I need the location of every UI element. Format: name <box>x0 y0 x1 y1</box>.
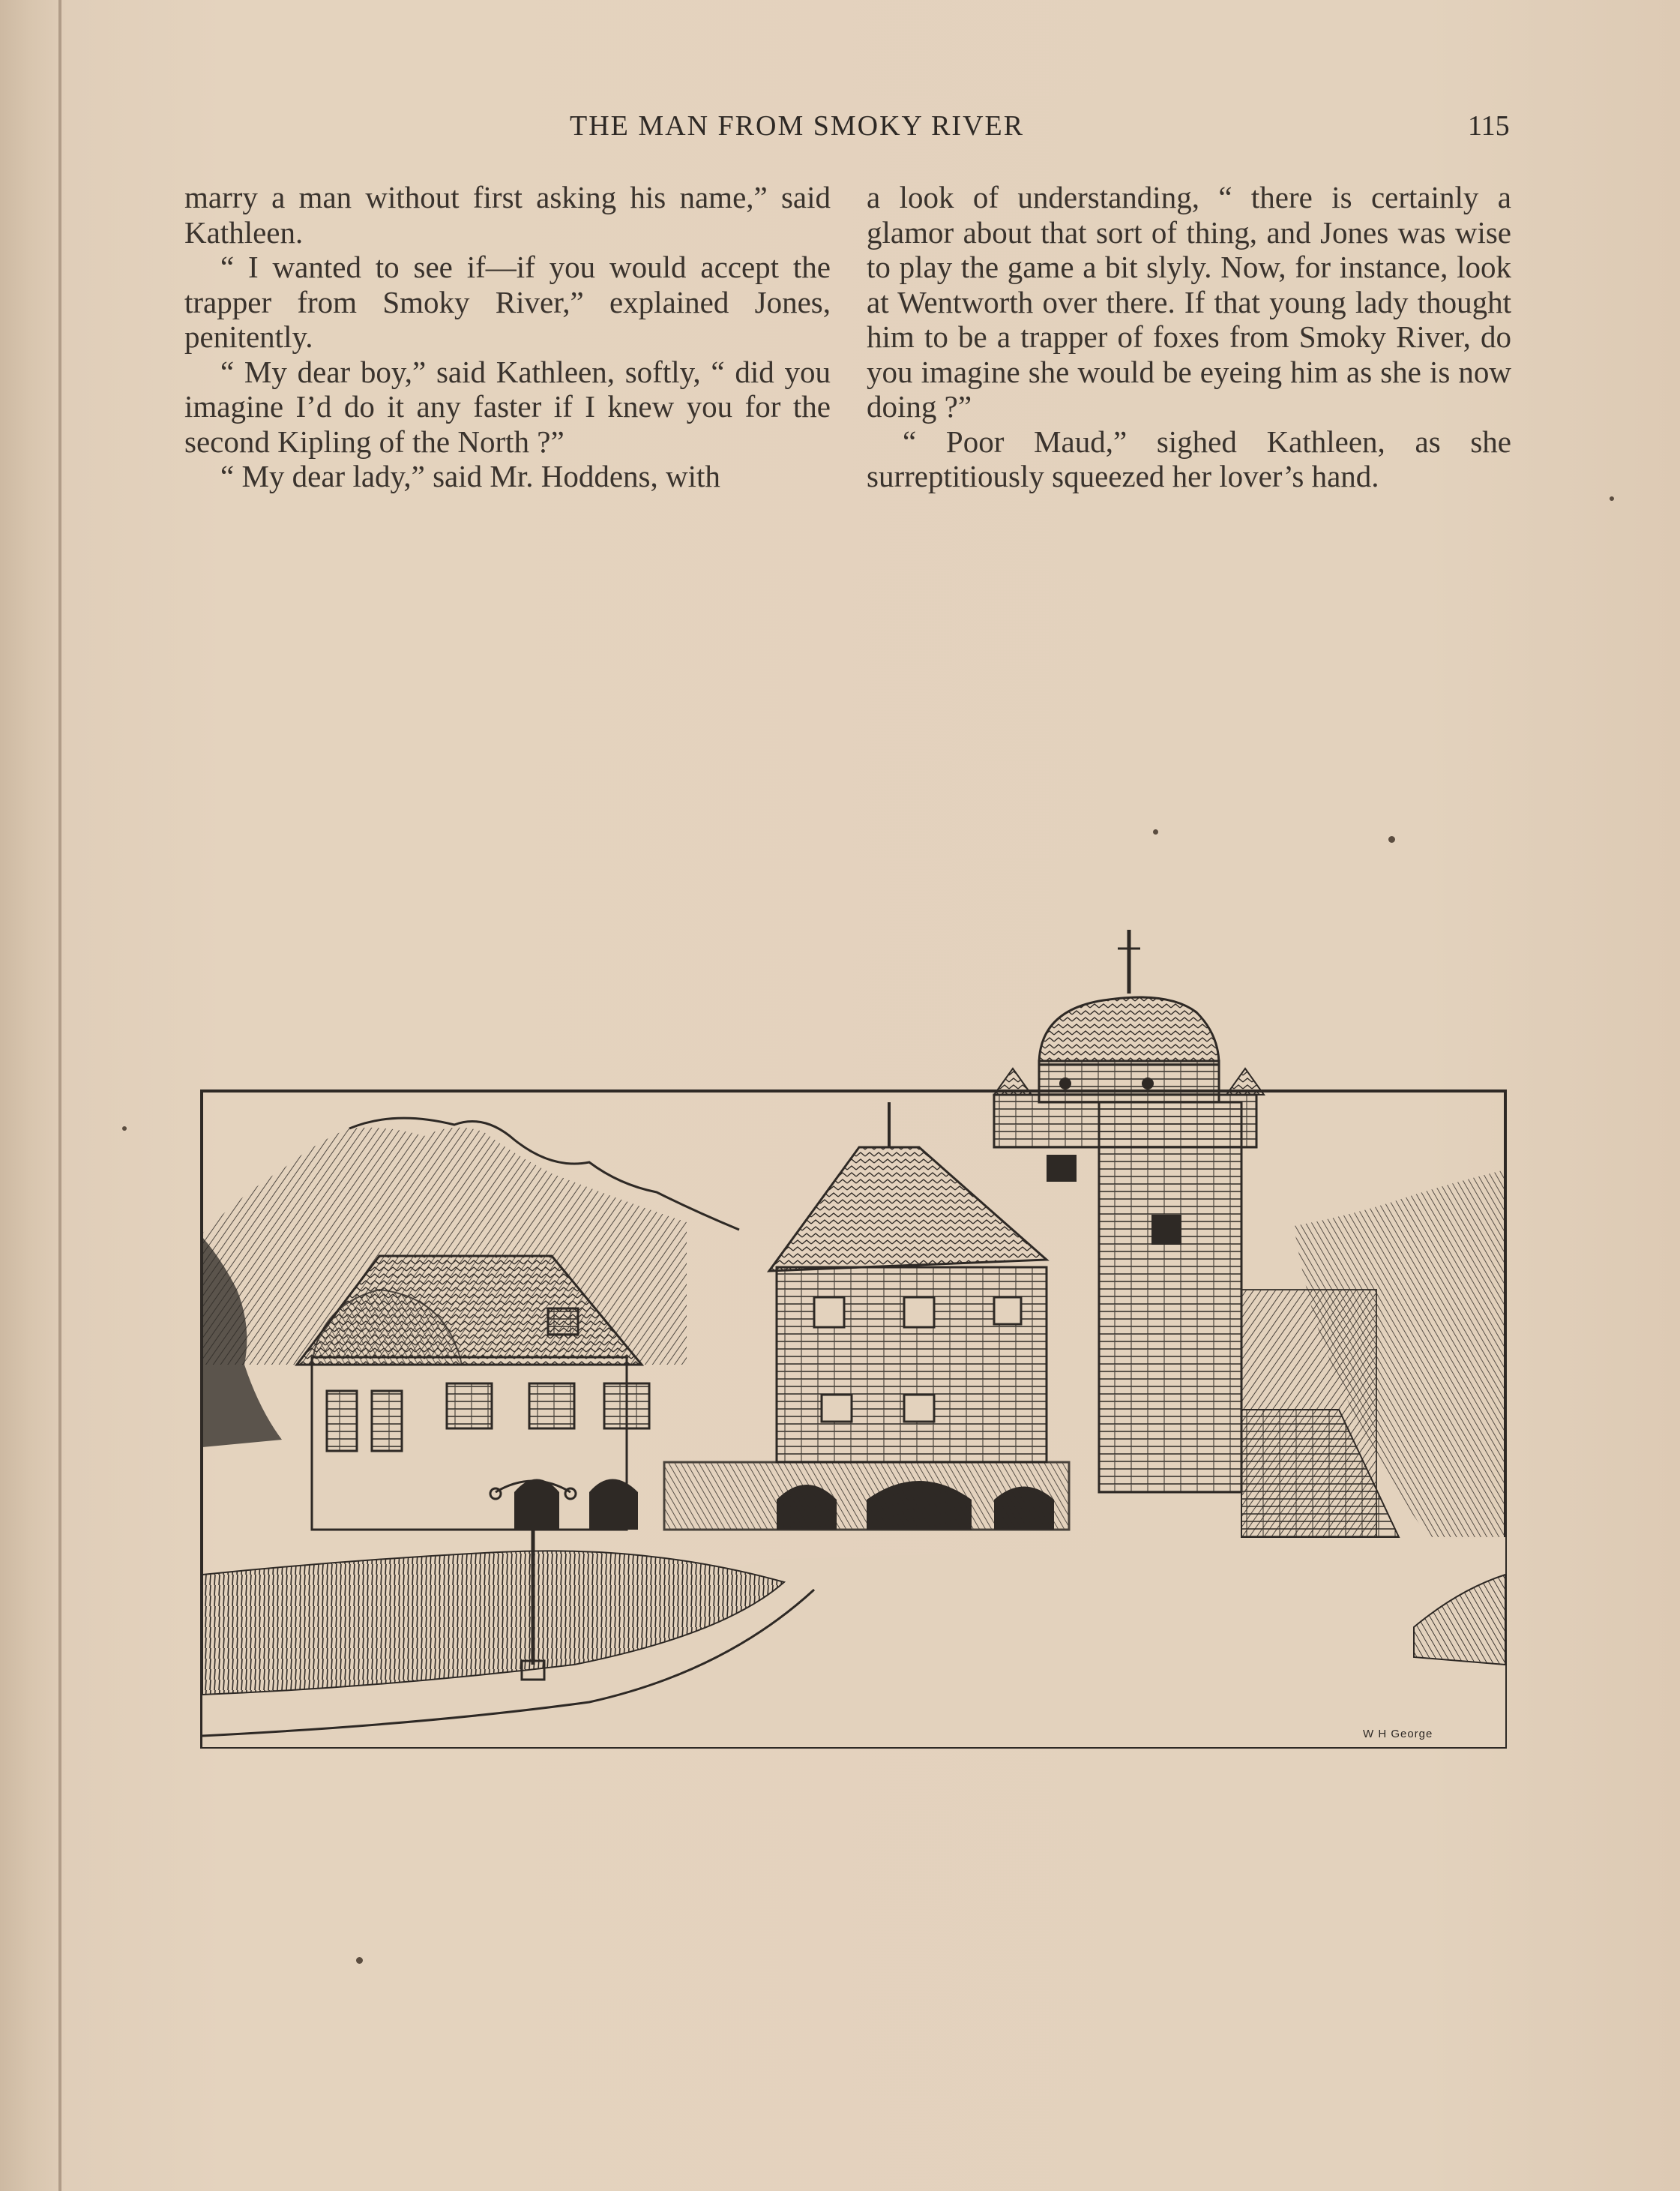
paper-speck <box>1388 836 1395 843</box>
paper-speck <box>1610 496 1614 501</box>
running-title: THE MAN FROM SMOKY RIVER <box>570 110 1025 142</box>
paper-speck <box>122 1126 127 1131</box>
text-column-right <box>867 180 1511 494</box>
paragraph: “ I wanted to see if—if you would accept the trapper from Smoky River,” explained Jones, penitently. <box>184 250 831 354</box>
paragraph: a look of understanding, “ there is certainly a glamor about that sort of thing, and Jones was wise to play the game a bit slyly. Now, for instance, look at Wentworth over there. If that young lady thought him to be a trapper of foxes from Smoky River, do you imagine she would be eyeing him as she is now doing ?” <box>867 180 1511 424</box>
paragraph: “ Poor Maud,” sighed Kathleen, as she surreptitiously squeezed her lover’s hand. <box>867 424 1511 493</box>
paper-speck <box>356 1957 363 1964</box>
page-number: 115 <box>1468 110 1510 142</box>
castle-illustration <box>199 840 1508 1751</box>
paper-speck <box>1153 829 1158 835</box>
text-column-left <box>184 180 831 494</box>
artist-signature: W H George <box>1363 1728 1433 1740</box>
paragraph: “ My dear lady,” said Mr. Hoddens, with <box>220 459 720 493</box>
paragraph: marry a man without first asking his name,” said Kathleen. <box>184 180 831 250</box>
page-gutter <box>58 0 61 2191</box>
castle-drawing <box>199 840 1508 1751</box>
running-head <box>0 109 1680 147</box>
paragraph: “ My dear boy,” said Kathleen, softly, “ did you imagine I’d do it any faster if I knew you for the second Kipling of the North ?” <box>184 354 831 459</box>
